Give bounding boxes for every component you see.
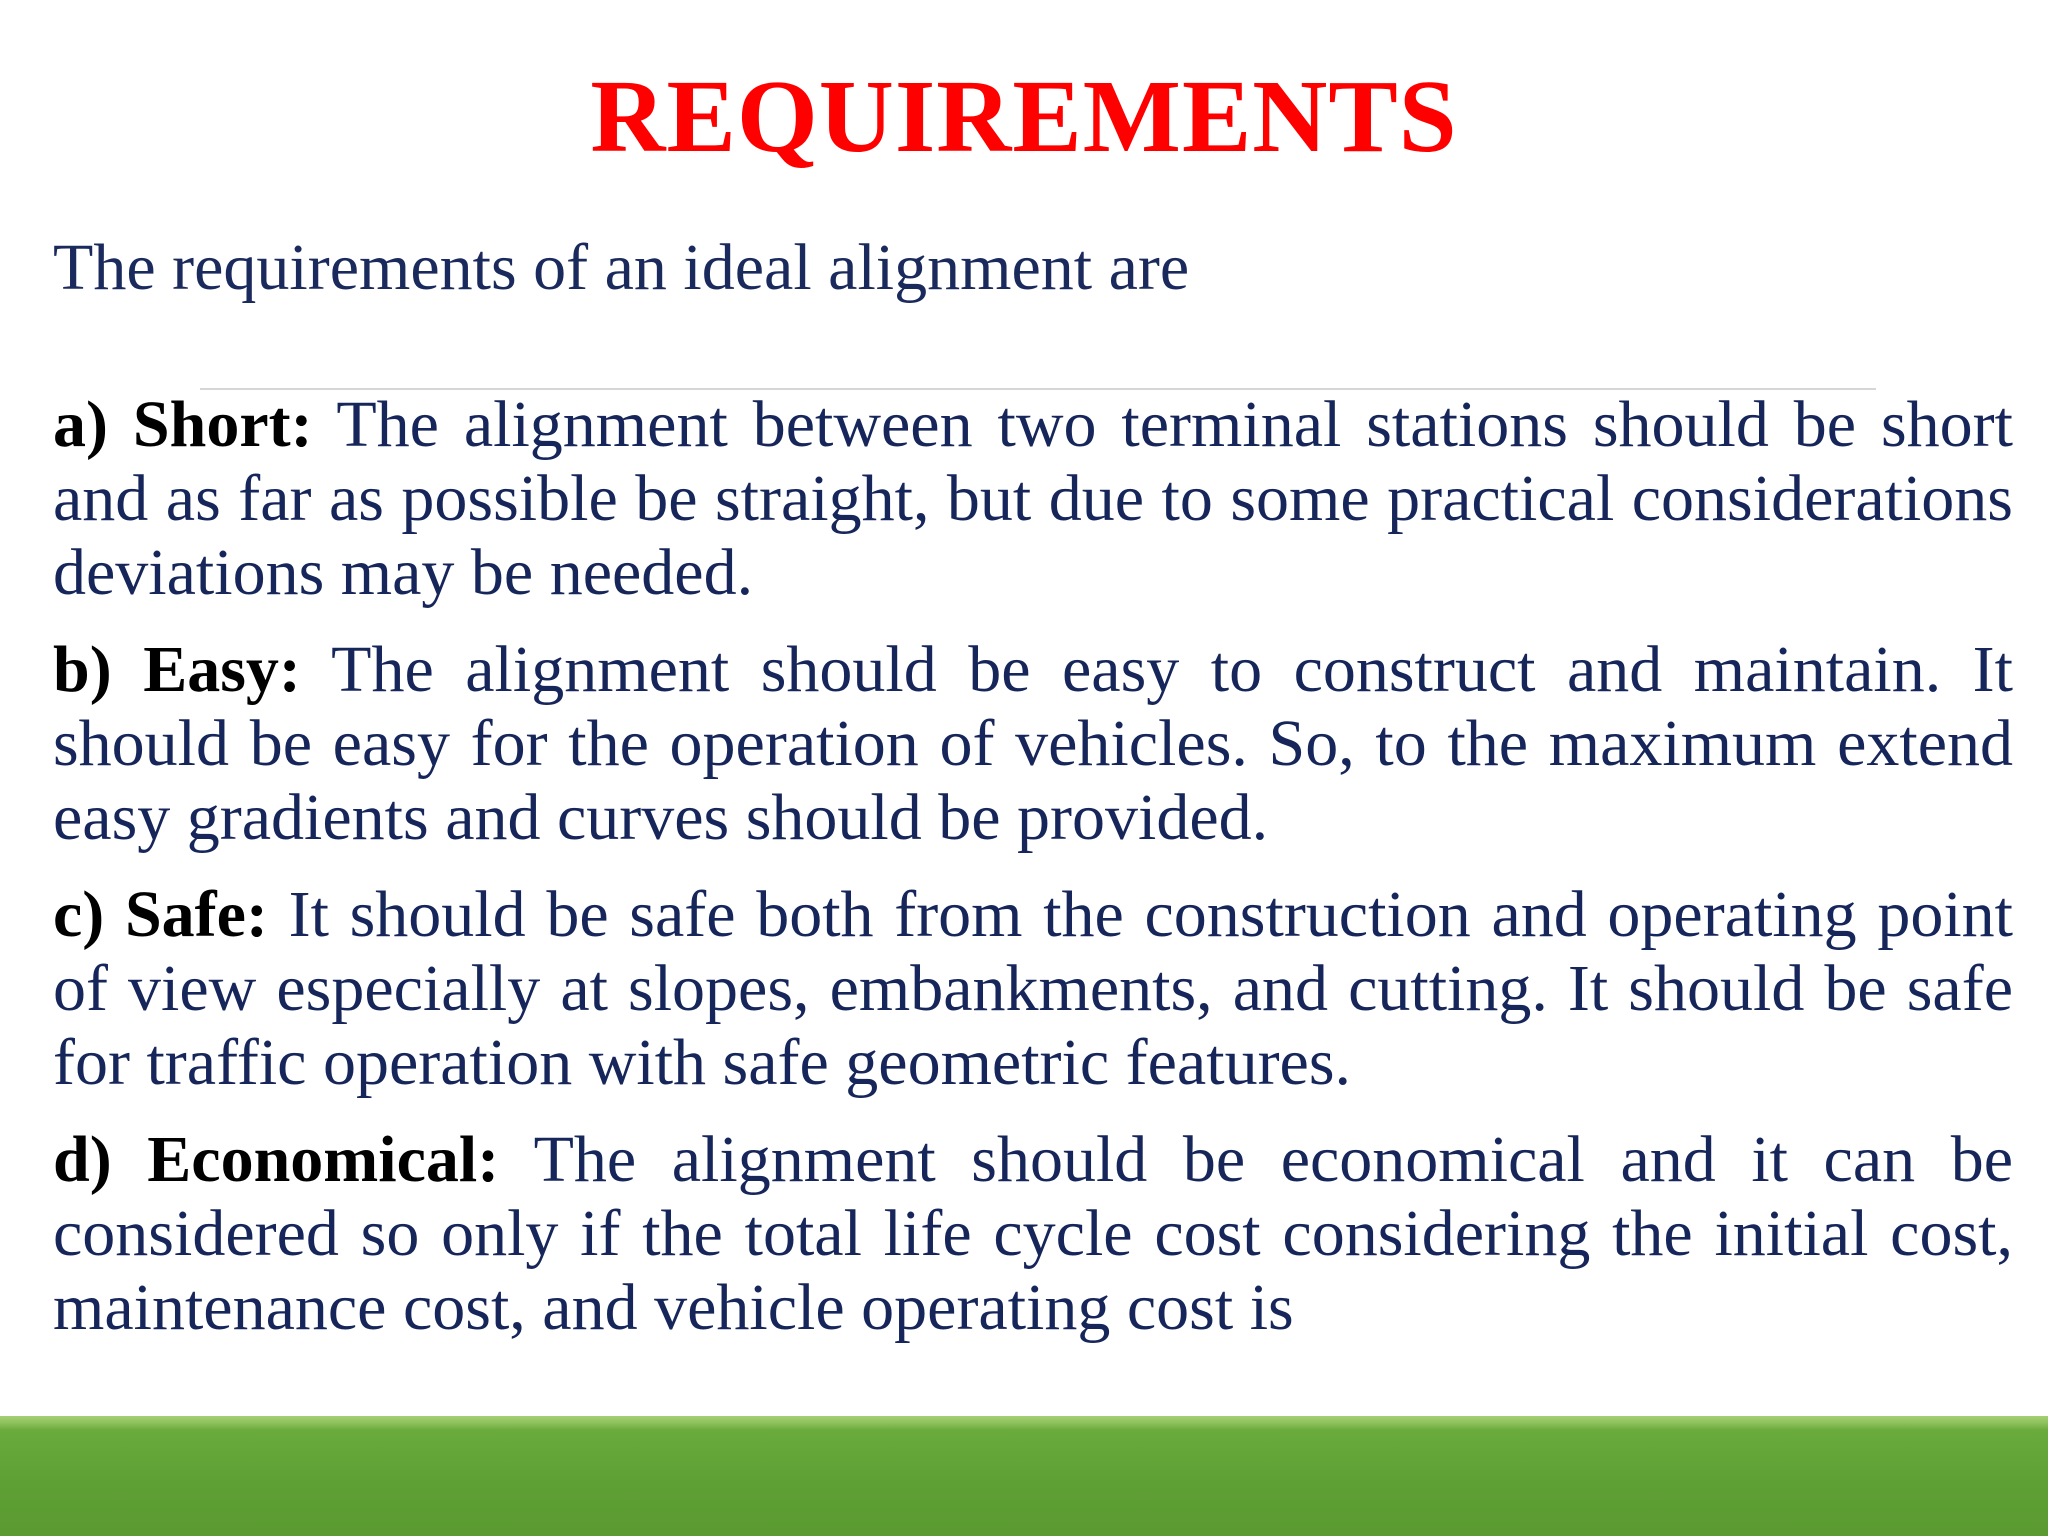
requirement-easy — [53, 633, 2013, 855]
requirement-text: The alignment between two terminal stations should be short and as far as possible be straight, but due to some practical considerations deviations may be needed. — [53, 388, 2013, 609]
intro-text: The requirements of an ideal alignment are — [53, 231, 1190, 304]
requirement-text: The alignment should be economical and it can be considered so only if the total life cycle cost considering the initial cost, maintenance cost, and vehicle operating cost is — [53, 1123, 2014, 1344]
requirement-marker: c) — [53, 878, 105, 951]
requirement-term: Short: — [132, 388, 313, 461]
requirement-text: It should be safe both from the construction and operating point of view especially at slopes, embankments, and cutting. It should be safe for traffic operation with safe geometric features. — [53, 878, 2014, 1099]
requirements-list — [53, 388, 2013, 1368]
footer-green-band-highlight — [0, 1416, 2048, 1430]
requirement-text: The alignment should be easy to construct and maintain. It should be easy for the operation of vehicles. So, to the maximum extend easy gradients and curves should be provided. — [53, 633, 2013, 854]
requirement-short — [53, 388, 2013, 610]
requirement-marker: d) — [53, 1123, 112, 1196]
requirement-term: Safe: — [124, 878, 268, 951]
requirement-marker: b) — [53, 633, 112, 706]
requirement-economical — [53, 1123, 2013, 1345]
requirement-term: Easy: — [143, 633, 301, 706]
requirement-safe — [53, 878, 2013, 1100]
requirement-marker: a) — [53, 388, 108, 461]
footer-green-band — [0, 1416, 2048, 1536]
slide-title: REQUIREMENTS — [590, 59, 1458, 174]
requirement-term: Economical: — [147, 1123, 500, 1196]
